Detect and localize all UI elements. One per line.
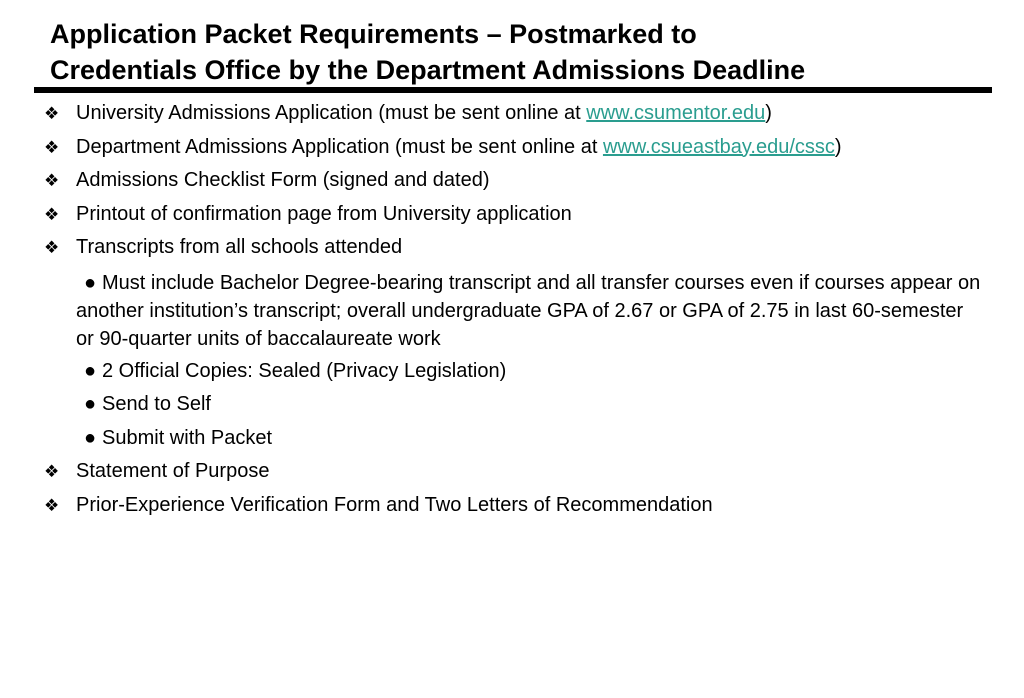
list-item-text: Printout of confirmation page from University application: [76, 202, 572, 225]
csueastbay-link[interactable]: www.csueastbay.edu/cssc: [602, 135, 835, 158]
list-item-text: University Admissions Application (must be sent online at: [76, 102, 587, 124]
page-title-line-2: Credentials Office by the Department Admissions Deadline: [50, 55, 806, 85]
list-item-checklist-form: [0, 164, 1024, 198]
sub-item-official-copies: [0, 355, 1024, 389]
list-item-text: Department Admissions Application (must be sent online at: [76, 135, 603, 158]
circle-bullet-icon: ●: [84, 393, 97, 415]
diamond-bullet-icon: ❖: [44, 171, 60, 190]
list-item-statement-of-purpose: [0, 455, 1024, 489]
page-title-line-1: Application Packet Requirements – Postmarked to: [50, 19, 697, 49]
list-item-text: Transcripts from all schools attended: [76, 236, 403, 258]
sub-item-text: Must include Bachelor Degree-bearing transcript and all transfer courses even if courses appear on another institution’s transcript; overall undergraduate GPA of 2.67 or GPA of 2.75 in last 60-semester or 90-quarter units of baccalaureate work: [76, 271, 981, 350]
requirements-list: [0, 97, 1024, 522]
list-item-text: Statement of Purpose: [76, 460, 270, 482]
page-title: [50, 16, 990, 88]
circle-bullet-icon: ●: [84, 426, 97, 449]
diamond-bullet-icon: ❖: [44, 104, 60, 123]
list-item-suffix: ): [834, 135, 842, 158]
diamond-bullet-icon: ❖: [44, 204, 60, 224]
csumentor-link[interactable]: www.csumentor.edu: [586, 102, 766, 124]
circle-bullet-icon: ●: [84, 271, 97, 294]
sub-item-text: Send to Self: [102, 393, 211, 415]
list-item-department-application: [0, 131, 1024, 165]
diamond-bullet-icon: ❖: [44, 495, 60, 515]
list-item-verification-form: [0, 489, 1024, 523]
sub-item-transcript-requirements: [0, 269, 1024, 353]
sub-item-send-to-self: [0, 388, 1024, 422]
sub-item-text: Submit with Packet: [102, 426, 273, 449]
sub-item-submit-with-packet: [0, 422, 1024, 456]
list-item-text: Admissions Checklist Form (signed and dated): [76, 169, 490, 191]
sub-item-text: 2 Official Copies: Sealed (Privacy Legislation): [102, 359, 507, 382]
list-item-university-application: [0, 97, 1024, 131]
circle-bullet-icon: ●: [84, 359, 97, 382]
list-item-transcripts: [0, 231, 1024, 265]
title-divider: [34, 87, 992, 93]
diamond-bullet-icon: ❖: [44, 137, 60, 157]
list-item-suffix: ): [765, 102, 772, 124]
list-item-text: Prior-Experience Verification Form and Two Letters of Recommendation: [76, 493, 713, 516]
diamond-bullet-icon: ❖: [44, 238, 60, 257]
diamond-bullet-icon: ❖: [44, 462, 60, 481]
list-item-confirmation-printout: [0, 198, 1024, 232]
